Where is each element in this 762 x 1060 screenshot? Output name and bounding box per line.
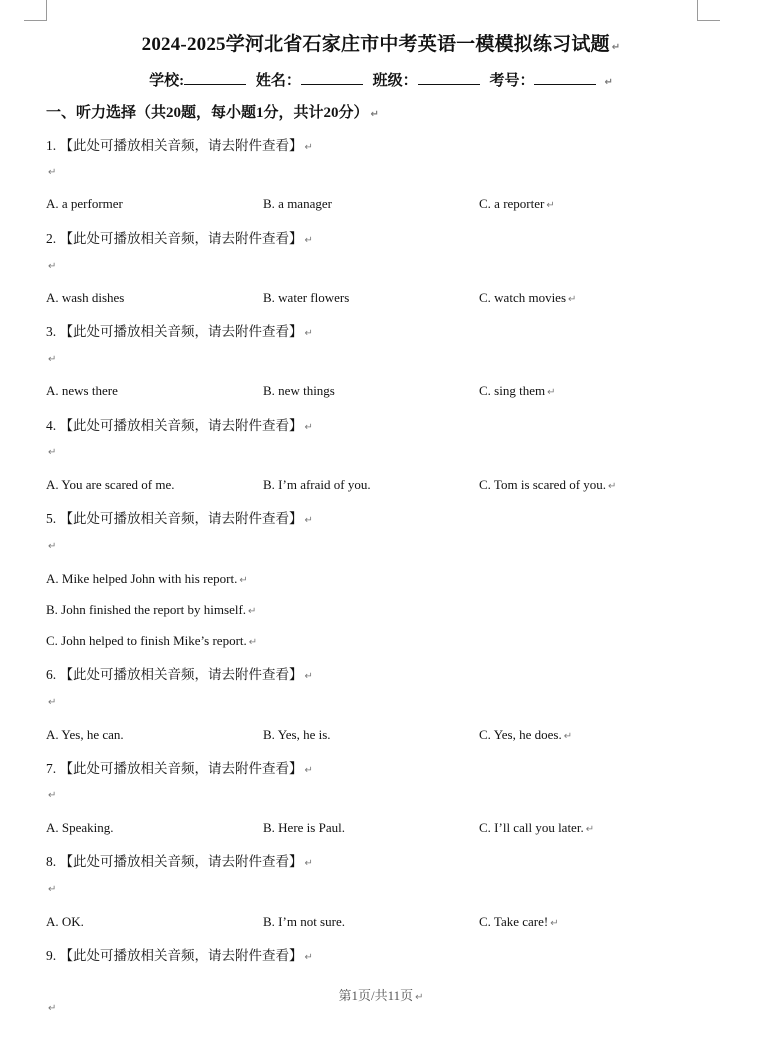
paragraph-mark-icon: ↵ (304, 765, 313, 776)
paragraph-mark-icon: ↵ (611, 42, 621, 53)
school-blank (184, 70, 246, 85)
question-7-stem[interactable]: 7. 【此处可播放相关音频，请去附件查看】 (46, 761, 303, 776)
option-a[interactable]: A. Yes, he can. (46, 727, 124, 742)
question-8-stem[interactable]: 8. 【此处可播放相关音频，请去附件查看】 (46, 854, 303, 869)
paragraph-mark-icon: ↵ (304, 952, 313, 963)
paragraph-mark-icon: ↵ (370, 109, 379, 120)
option-a[interactable]: A. wash dishes (46, 290, 125, 305)
question-stem (46, 227, 313, 247)
question-1-stem[interactable]: 1. 【此处可播放相关音频，请去附件查看】 (46, 138, 303, 153)
question-stem (46, 414, 313, 434)
question-5-stem[interactable]: 5. 【此处可播放相关音频，请去附件查看】 (46, 511, 303, 526)
paragraph-mark-icon: ↵ (304, 858, 313, 869)
paragraph-mark-icon: ↵ (48, 790, 57, 801)
question-stem (46, 320, 313, 340)
section-heading-text: 一、听力选择（共20题，每小题1分，共计20分） (46, 105, 369, 121)
student-info-line (0, 69, 762, 90)
options-row (46, 290, 726, 308)
option-a[interactable]: A. Mike helped John with his report. ↵ (46, 571, 248, 586)
section-heading (46, 101, 379, 122)
page-number: 第1页/共11页 (338, 988, 414, 1003)
exam-number-blank (534, 70, 596, 85)
name-blank (301, 70, 363, 85)
title-text: 2024-2025学河北省石家庄市中考英语一模模拟练习试题 (141, 34, 610, 55)
crop-mark-top-left (24, 0, 47, 21)
class-blank (418, 70, 480, 85)
empty-paragraph (46, 540, 56, 552)
option-b[interactable]: B. John finished the report by himself. ↵ (46, 602, 257, 617)
option-b[interactable]: B. new things (263, 383, 335, 398)
paragraph-mark-icon: ↵ (239, 575, 248, 586)
empty-paragraph (46, 260, 56, 272)
school-label: 学校: (149, 73, 185, 89)
paragraph-mark-icon: ↵ (48, 884, 57, 895)
paragraph-mark-icon: ↵ (415, 992, 424, 1003)
paragraph-mark-icon: ↵ (48, 447, 57, 458)
options-row (46, 477, 726, 495)
option-b[interactable]: B. Yes, he is. (263, 727, 331, 742)
paragraph-mark-icon: ↵ (48, 1003, 57, 1014)
options-row (46, 914, 726, 932)
paragraph-mark-icon: ↵ (304, 515, 313, 526)
question-stem (46, 663, 313, 683)
paragraph-mark-icon: ↵ (48, 697, 57, 708)
option-b[interactable]: B. I’m not sure. (263, 914, 345, 929)
option-c[interactable]: C. Tom is scared of you. ↵ (479, 477, 617, 492)
option-c[interactable]: C. sing them ↵ (479, 383, 556, 398)
options-row (46, 383, 726, 401)
page-footer (0, 985, 762, 1004)
question-2-stem[interactable]: 2. 【此处可播放相关音频，请去附件查看】 (46, 231, 303, 246)
paragraph-mark-icon: ↵ (550, 918, 559, 929)
options-row (46, 196, 726, 214)
paragraph-mark-icon: ↵ (547, 387, 556, 398)
option-c[interactable]: C. I’ll call you later. ↵ (479, 820, 595, 835)
empty-paragraph (46, 789, 56, 801)
paragraph-mark-icon: ↵ (563, 731, 573, 742)
exam-number-label: 考号： (489, 73, 535, 89)
paragraph-mark-icon: ↵ (608, 481, 617, 492)
paragraph-mark-icon: ↵ (604, 77, 613, 88)
option-c[interactable]: C. Take care! ↵ (479, 914, 559, 929)
empty-paragraph (46, 1002, 56, 1014)
empty-paragraph (46, 696, 56, 708)
question-stem (46, 850, 313, 870)
name-label: 姓名： (255, 73, 301, 89)
empty-paragraph (46, 446, 56, 458)
class-label: 班级： (372, 73, 418, 89)
empty-paragraph (46, 883, 56, 895)
paragraph-mark-icon: ↵ (48, 261, 57, 272)
paragraph-mark-icon: ↵ (248, 606, 257, 617)
paragraph-mark-icon: ↵ (304, 235, 313, 246)
question-stem (46, 944, 313, 964)
option-c[interactable]: C. a reporter ↵ (479, 196, 555, 211)
paragraph-mark-icon: ↵ (546, 200, 555, 211)
options-row (46, 820, 726, 838)
option-c[interactable]: C. watch movies ↵ (479, 290, 577, 305)
option-a[interactable]: A. You are scared of me. (46, 477, 175, 492)
empty-paragraph (46, 353, 56, 365)
paragraph-mark-icon: ↵ (48, 167, 57, 178)
question-stem (46, 507, 313, 527)
paragraph-mark-icon: ↵ (304, 671, 313, 682)
crop-mark-top-right (697, 0, 720, 21)
option-b[interactable]: B. Here is Paul. (263, 820, 345, 835)
option-a[interactable]: A. OK. (46, 914, 84, 929)
paragraph-mark-icon: ↵ (48, 541, 57, 552)
document-title (0, 29, 762, 56)
question-9-stem[interactable]: 9. 【此处可播放相关音频，请去附件查看】 (46, 948, 303, 963)
question-3-stem[interactable]: 3. 【此处可播放相关音频，请去附件查看】 (46, 324, 303, 339)
option-b[interactable]: B. a manager (263, 196, 332, 211)
option-a[interactable]: A. a performer (46, 196, 123, 211)
paragraph-mark-icon: ↵ (585, 824, 595, 835)
paragraph-mark-icon: ↵ (304, 142, 313, 153)
paragraph-mark-icon: ↵ (304, 422, 313, 433)
options-row (46, 727, 726, 745)
option-a[interactable]: A. news there (46, 383, 118, 398)
paragraph-mark-icon: ↵ (568, 294, 577, 305)
question-6-stem[interactable]: 6. 【此处可播放相关音频，请去附件查看】 (46, 667, 303, 682)
option-a[interactable]: A. Speaking. (46, 820, 114, 835)
question-stem (46, 757, 313, 777)
paragraph-mark-icon: ↵ (248, 637, 258, 648)
empty-paragraph (46, 166, 56, 178)
option-c[interactable]: C. Yes, he does. ↵ (479, 727, 573, 742)
option-b[interactable]: B. I’m afraid of you. (263, 477, 371, 492)
question-4-stem[interactable]: 4. 【此处可播放相关音频，请去附件查看】 (46, 418, 303, 433)
option-b[interactable]: B. water flowers (263, 290, 350, 305)
paragraph-mark-icon: ↵ (304, 328, 313, 339)
option-c[interactable]: C. John helped to finish Mike’s report. ↵ (46, 633, 258, 648)
question-stem (46, 134, 313, 154)
paragraph-mark-icon: ↵ (48, 354, 57, 365)
